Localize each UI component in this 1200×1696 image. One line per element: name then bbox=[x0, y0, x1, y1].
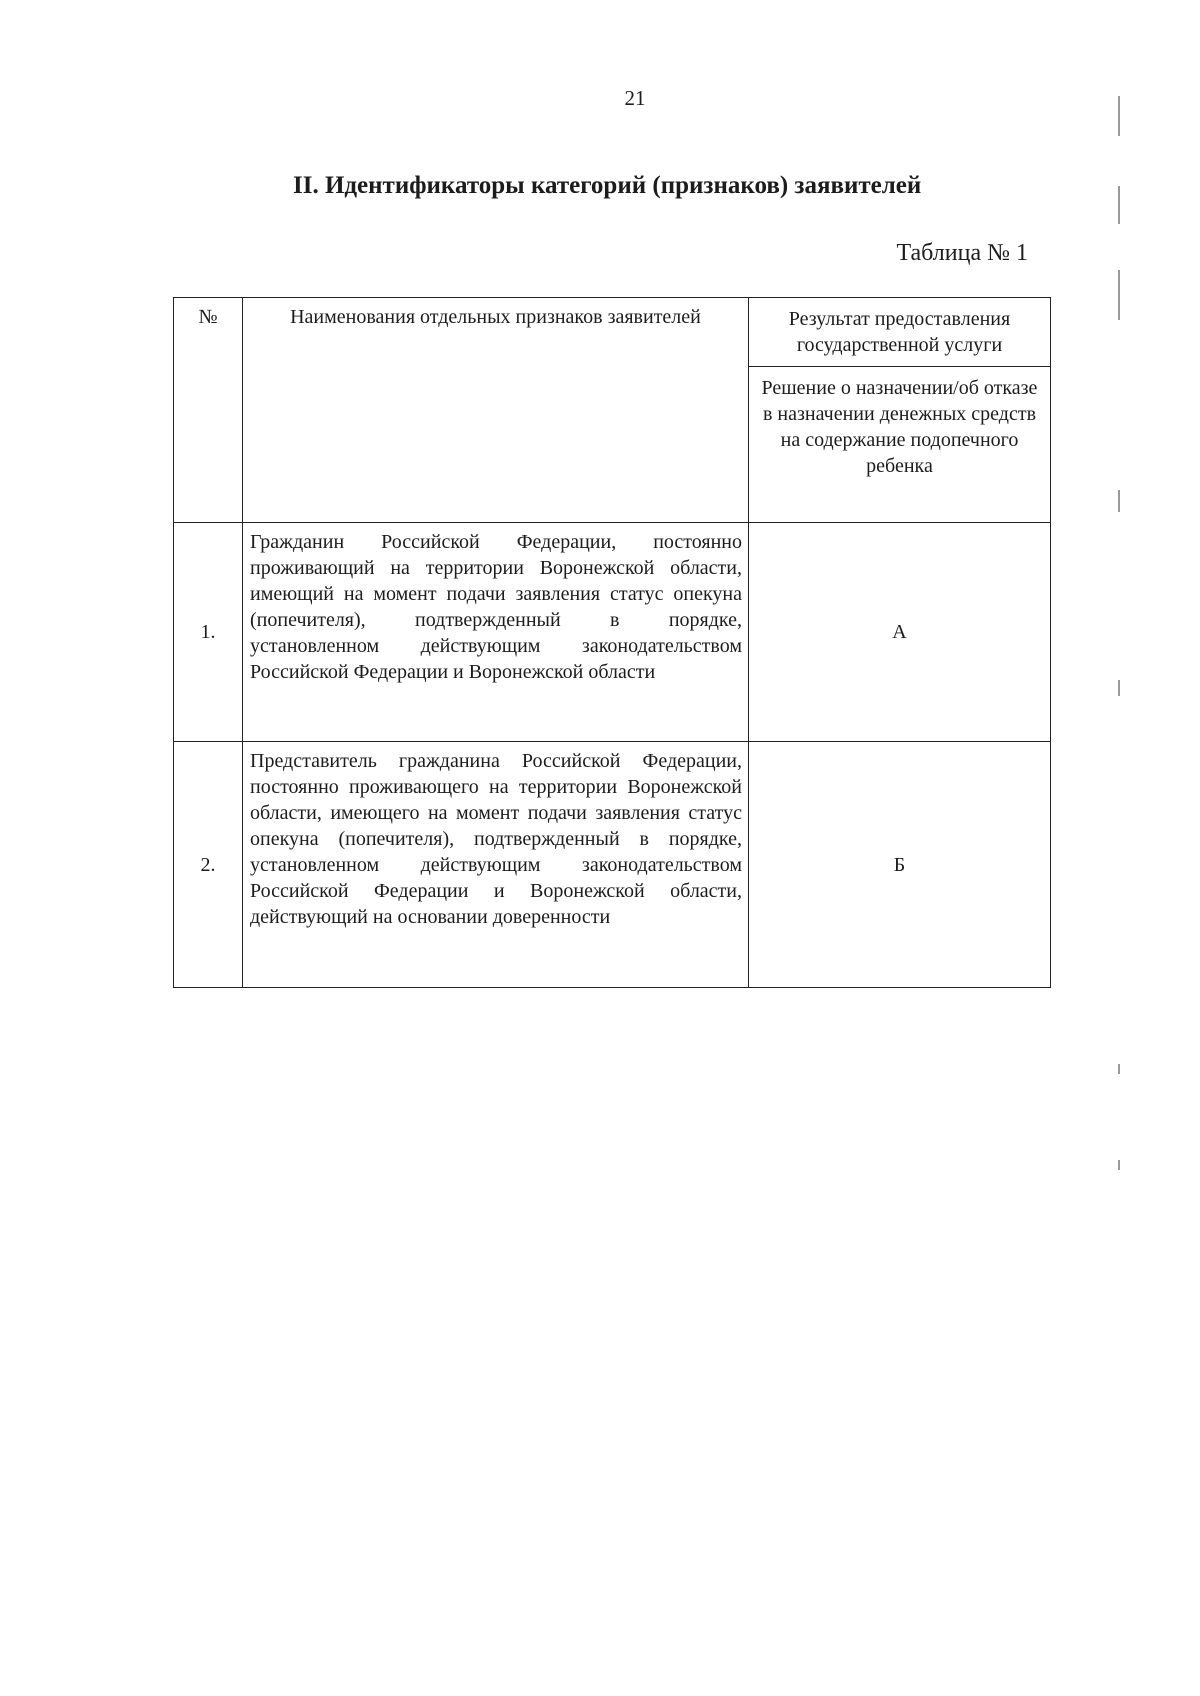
scan-margin-mark bbox=[1118, 680, 1120, 696]
header-result: Результат предоставления государственной услуги bbox=[749, 298, 1051, 367]
header-result-decision: Решение о назначении/об отказе в назначении денежных средств на содержание подопечного ребенка bbox=[749, 367, 1051, 523]
scan-margin-mark bbox=[1118, 1064, 1120, 1074]
scan-margin-mark bbox=[1118, 96, 1120, 136]
row-number: 2. bbox=[174, 742, 243, 988]
row-description: Представитель гражданина Российской Федерации, постоянно проживающего на территории Воронежской области, имеющего на момент подачи заявления статус опекуна (попечителя), подтвержденный в порядке, установленном действующим законодательством Российской Федерации и Воронежской области, действующий на основании доверенности bbox=[243, 742, 749, 988]
section-title: II. Идентификаторы категорий (признаков) заявителей bbox=[293, 172, 922, 199]
identifiers-table bbox=[173, 297, 1051, 988]
row-result-code: А bbox=[749, 523, 1051, 742]
table-row bbox=[174, 523, 1051, 742]
table-caption: Таблица № 1 bbox=[896, 240, 1028, 266]
scan-margin-mark bbox=[1118, 186, 1120, 224]
scan-margin-mark bbox=[1118, 1160, 1120, 1170]
header-number: № bbox=[174, 298, 243, 523]
header-name: Наименования отдельных признаков заявителей bbox=[243, 298, 749, 523]
page-number: 21 bbox=[624, 86, 646, 110]
scan-margin-mark bbox=[1118, 270, 1120, 320]
table-row bbox=[174, 742, 1051, 988]
row-description: Гражданин Российской Федерации, постоянно проживающий на территории Воронежской области, имеющий на момент подачи заявления статус опекуна (попечителя), подтвержденный в порядке, установленном действующим законодательством Российской Федерации и Воронежской области bbox=[243, 523, 749, 742]
table-header-row bbox=[174, 298, 1051, 367]
row-number: 1. bbox=[174, 523, 243, 742]
row-result-code: Б bbox=[749, 742, 1051, 988]
scan-margin-mark bbox=[1118, 490, 1120, 512]
